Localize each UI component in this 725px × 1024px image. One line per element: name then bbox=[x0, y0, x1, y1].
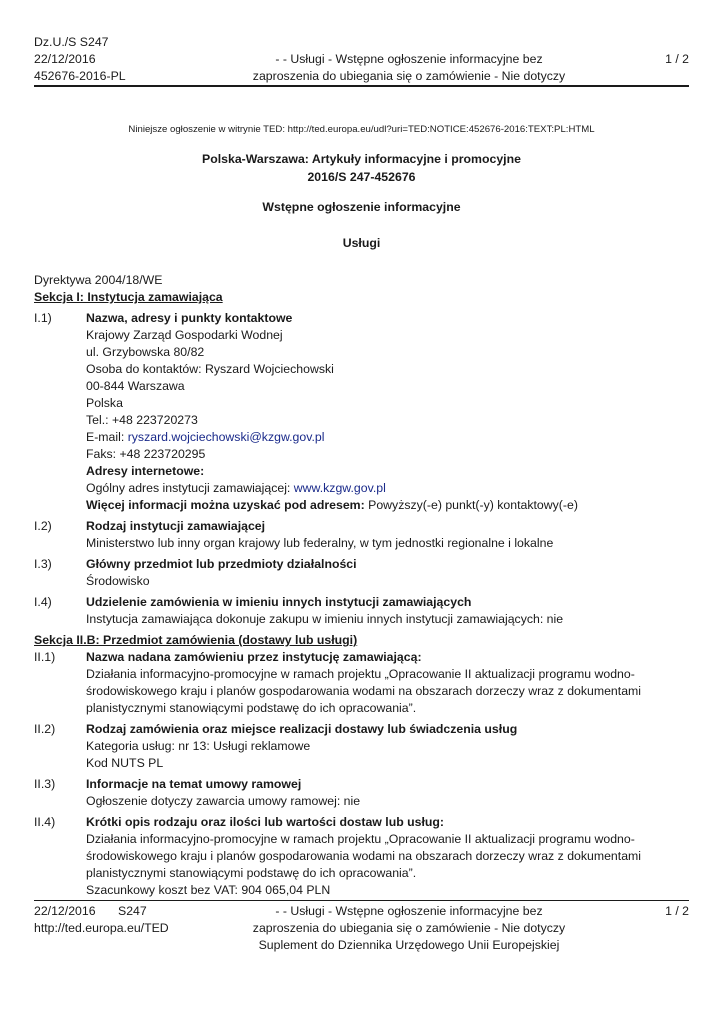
page-footer bbox=[34, 900, 689, 952]
item-number: II.2) bbox=[34, 722, 56, 736]
street-address: ul. Grzybowska 80/82 bbox=[86, 345, 205, 359]
footer-series: S247 bbox=[118, 904, 147, 918]
more-info-row bbox=[86, 497, 684, 514]
footer-divider bbox=[34, 900, 689, 901]
item-title: Udzielenie zamówienia w imieniu innych instytucji zamawiających bbox=[86, 595, 472, 609]
item-text-line: środowiskowego kraju i planów gospodarowania wodami na obszarach dorzeczy wraz z dokumentami bbox=[86, 684, 642, 698]
item-number: I.3) bbox=[34, 557, 52, 571]
email-label: E-mail: bbox=[86, 430, 128, 444]
item-text: Ogłoszenie dotyczy zawarcia umowy ramowej: nie bbox=[86, 794, 361, 808]
footer-ref-block bbox=[34, 903, 169, 937]
email-link[interactable]: ryszard.wojciechowski@kzgw.gov.pl bbox=[127, 430, 325, 444]
item-number: II.1) bbox=[34, 650, 56, 664]
country: Polska bbox=[86, 396, 123, 410]
header-title-line-2: zaproszenia do ubiegania się o zamówienie - Nie dotyczy bbox=[252, 69, 566, 83]
header-notice-number: 452676-2016-PL bbox=[34, 69, 126, 83]
fax: Faks: +48 223720295 bbox=[86, 447, 206, 461]
notice-title bbox=[34, 150, 689, 186]
internet-addresses-title: Adresy internetowe: bbox=[86, 464, 205, 478]
notice-url[interactable]: Niniejsze ogłoszenie w witrynie TED: http://ted.europa.eu/udl?uri=TED:NOTICE:452676-2016:TEXT:PL:HTML bbox=[128, 124, 595, 135]
footer-title-line-1: - - Usługi - Wstępne ogłoszenie informacyjne bez bbox=[275, 904, 543, 918]
item-i2 bbox=[34, 518, 684, 552]
more-info-value: Powyższy(-e) punkt(-y) kontaktowy(-e) bbox=[364, 498, 578, 512]
directive: Dyrektywa 2004/18/WE bbox=[34, 273, 163, 287]
general-address-label: Ogólny adres instytucji zamawiającej: bbox=[86, 481, 294, 495]
header-doc-ref: Dz.U./S S247 bbox=[34, 35, 109, 49]
item-number: I.1) bbox=[34, 311, 52, 325]
item-text-line: planistycznymi stanowiącymi podstawę do ich opracowania”. bbox=[86, 866, 417, 880]
footer-title bbox=[214, 903, 604, 954]
item-ii3 bbox=[34, 776, 684, 810]
organization-name: Krajowy Zarząd Gospodarki Wodnej bbox=[86, 328, 283, 342]
header-page-number: 1 / 2 bbox=[665, 52, 689, 66]
header-title-line-1: - - Usługi - Wstępne ogłoszenie informacyjne bez bbox=[275, 52, 543, 66]
item-title: Krótki opis rodzaju oraz ilości lub wartości dostaw lub usług: bbox=[86, 815, 445, 829]
item-number: I.4) bbox=[34, 595, 52, 609]
item-number: I.2) bbox=[34, 519, 52, 533]
section-2-title: Sekcja II.B: Przedmiot zamówienia (dostawy lub usługi) bbox=[34, 633, 358, 647]
item-title: Rodzaj zamówienia oraz miejsce realizacji dostawy lub świadczenia usług bbox=[86, 722, 518, 736]
more-info-label: Więcej informacji można uzyskać pod adresem: bbox=[86, 498, 365, 512]
item-title: Informacje na temat umowy ramowej bbox=[86, 777, 302, 791]
notice-title-line-1: Polska-Warszawa: Artykuły informacyjne i promocyjne bbox=[202, 152, 521, 166]
header-divider bbox=[34, 85, 689, 87]
item-number: II.4) bbox=[34, 815, 56, 829]
item-ii2 bbox=[34, 721, 684, 772]
phone: Tel.: +48 223720273 bbox=[86, 413, 198, 427]
notice-content bbox=[34, 272, 684, 899]
item-text: Instytucja zamawiająca dokonuje zakupu w imieniu innych instytucji zamawiających: nie bbox=[86, 612, 564, 626]
item-text-line: Działania informacyjno-promocyjne w ramach projektu „Opracowanie II aktualizacji programu wodno- bbox=[86, 667, 635, 681]
item-title: Nazwa, adresy i punkty kontaktowe bbox=[86, 311, 293, 325]
contact-person: Osoba do kontaktów: Ryszard Wojciechowski bbox=[86, 362, 334, 376]
city: 00-844 Warszawa bbox=[86, 379, 185, 393]
service-category: Kategoria usług: nr 13: Usługi reklamowe bbox=[86, 739, 311, 753]
item-text-line: środowiskowego kraju i planów gospodarowania wodami na obszarach dorzeczy wraz z dokumentami bbox=[86, 849, 642, 863]
header-ref-block bbox=[34, 34, 184, 85]
item-title: Główny przedmiot lub przedmioty działalności bbox=[86, 557, 357, 571]
nuts-code: Kod NUTS PL bbox=[86, 756, 164, 770]
item-text-line: planistycznymi stanowiącymi podstawę do ich opracowania”. bbox=[86, 701, 417, 715]
footer-date: 22/12/2016 bbox=[34, 904, 96, 918]
general-address-row bbox=[86, 480, 684, 497]
item-i4 bbox=[34, 594, 684, 628]
contract-type: Usługi bbox=[342, 236, 381, 250]
item-number: II.3) bbox=[34, 777, 56, 791]
estimated-cost: Szacunkowy koszt bez VAT: 904 065,04 PLN bbox=[86, 883, 331, 897]
item-title: Rodzaj instytucji zamawiającej bbox=[86, 519, 266, 533]
item-i1 bbox=[34, 310, 684, 514]
footer-title-line-3: Suplement do Dziennika Urzędowego Unii Europejskiej bbox=[258, 938, 560, 952]
item-text-line: Działania informacyjno-promocyjne w ramach projektu „Opracowanie II aktualizacji programu wodno- bbox=[86, 832, 635, 846]
item-text: Środowisko bbox=[86, 574, 150, 588]
item-ii4 bbox=[34, 814, 684, 899]
footer-title-line-2: zaproszenia do ubiegania się o zamówienie - Nie dotyczy bbox=[252, 921, 566, 935]
notice-type: Wstępne ogłoszenie informacyjne bbox=[262, 200, 461, 214]
footer-url[interactable]: http://ted.europa.eu/TED bbox=[34, 921, 169, 935]
email-row bbox=[86, 429, 684, 446]
item-text: Ministerstwo lub inny organ krajowy lub federalny, w tym jednostki regionalne i lokalne bbox=[86, 536, 554, 550]
section-1-title: Sekcja I: Instytucja zamawiająca bbox=[34, 290, 223, 304]
page-header bbox=[34, 34, 689, 88]
header-date: 22/12/2016 bbox=[34, 52, 96, 66]
footer-page-number: 1 / 2 bbox=[665, 904, 689, 918]
item-ii1 bbox=[34, 649, 684, 717]
item-i3 bbox=[34, 556, 684, 590]
item-title: Nazwa nadana zamówieniu przez instytucję zamawiającą: bbox=[86, 650, 422, 664]
header-title bbox=[214, 51, 604, 85]
notice-title-line-2: 2016/S 247-452676 bbox=[307, 170, 416, 184]
general-address-link[interactable]: www.kzgw.gov.pl bbox=[293, 481, 386, 495]
